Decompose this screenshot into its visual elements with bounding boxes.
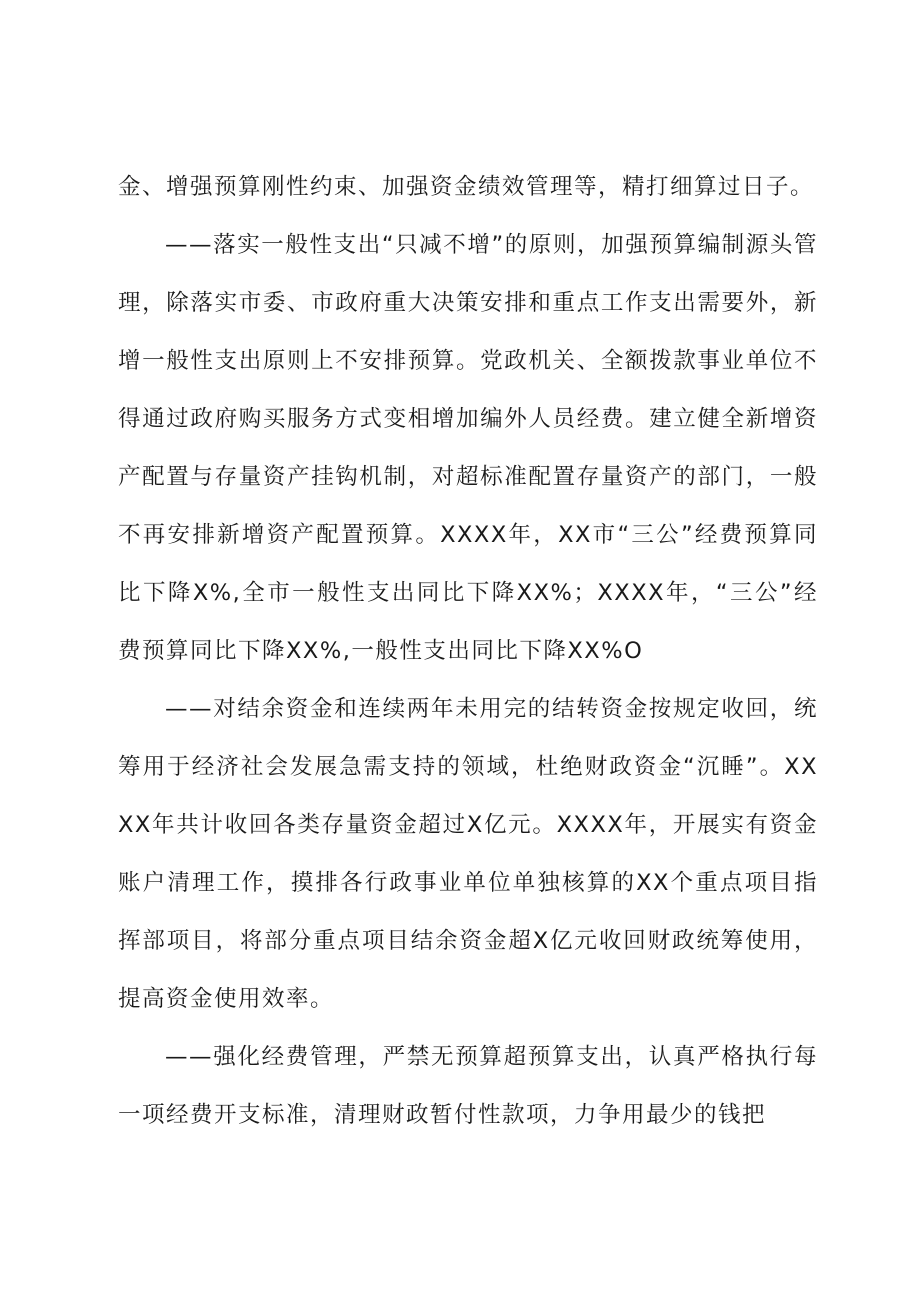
- document-body: [118, 158, 818, 1144]
- paragraph-expense-management: ——强化经费管理，严禁无预算超预算支出，认真严格执行每一项经费开支标准，清理财政暂付性款项，力争用最少的钱把: [118, 1044, 818, 1128]
- paragraph-surplus-funds: ——对结余资金和连续两年未用完的结转资金按规定收回，统筹用于经济社会发展急需支持的领域，杜绝财政资金“沉睡”。XXXX年共计收回各类存量资金超过X亿元。XXXX年，开展实有资金账户清理工作，摸排各行政事业单位单独核算的XX个重点项目指挥部项目，将部分重点项目结余资金超X亿元收回财政统筹使用，提高资金使用效率。: [118, 696, 818, 1012]
- paragraph-continuation: 金、增强预算刚性约束、加强资金绩效管理等，精打细算过日子。: [118, 174, 815, 200]
- paragraph-general-expenditure: ——落实一般性支出“只减不增”的原则，加强预算编制源头管理，除落实市委、市政府重大决策安排和重点工作支出需要外，新增一般性支出原则上不安排预算。党政机关、全额拨款事业单位不得通过政府购买服务方式变相增加编外人员经费。建立健全新增资产配置与存量资产挂钩机制，对超标准配置存量资产的部门，一般不再安排新增资产配置预算。XXXX年，XX市“三公”经费预算同比下降X%,全市一般性支出同比下降XX%；XXXX年，“三公”经费预算同比下降XX%,一般性支出同比下降XX%O: [118, 232, 818, 664]
